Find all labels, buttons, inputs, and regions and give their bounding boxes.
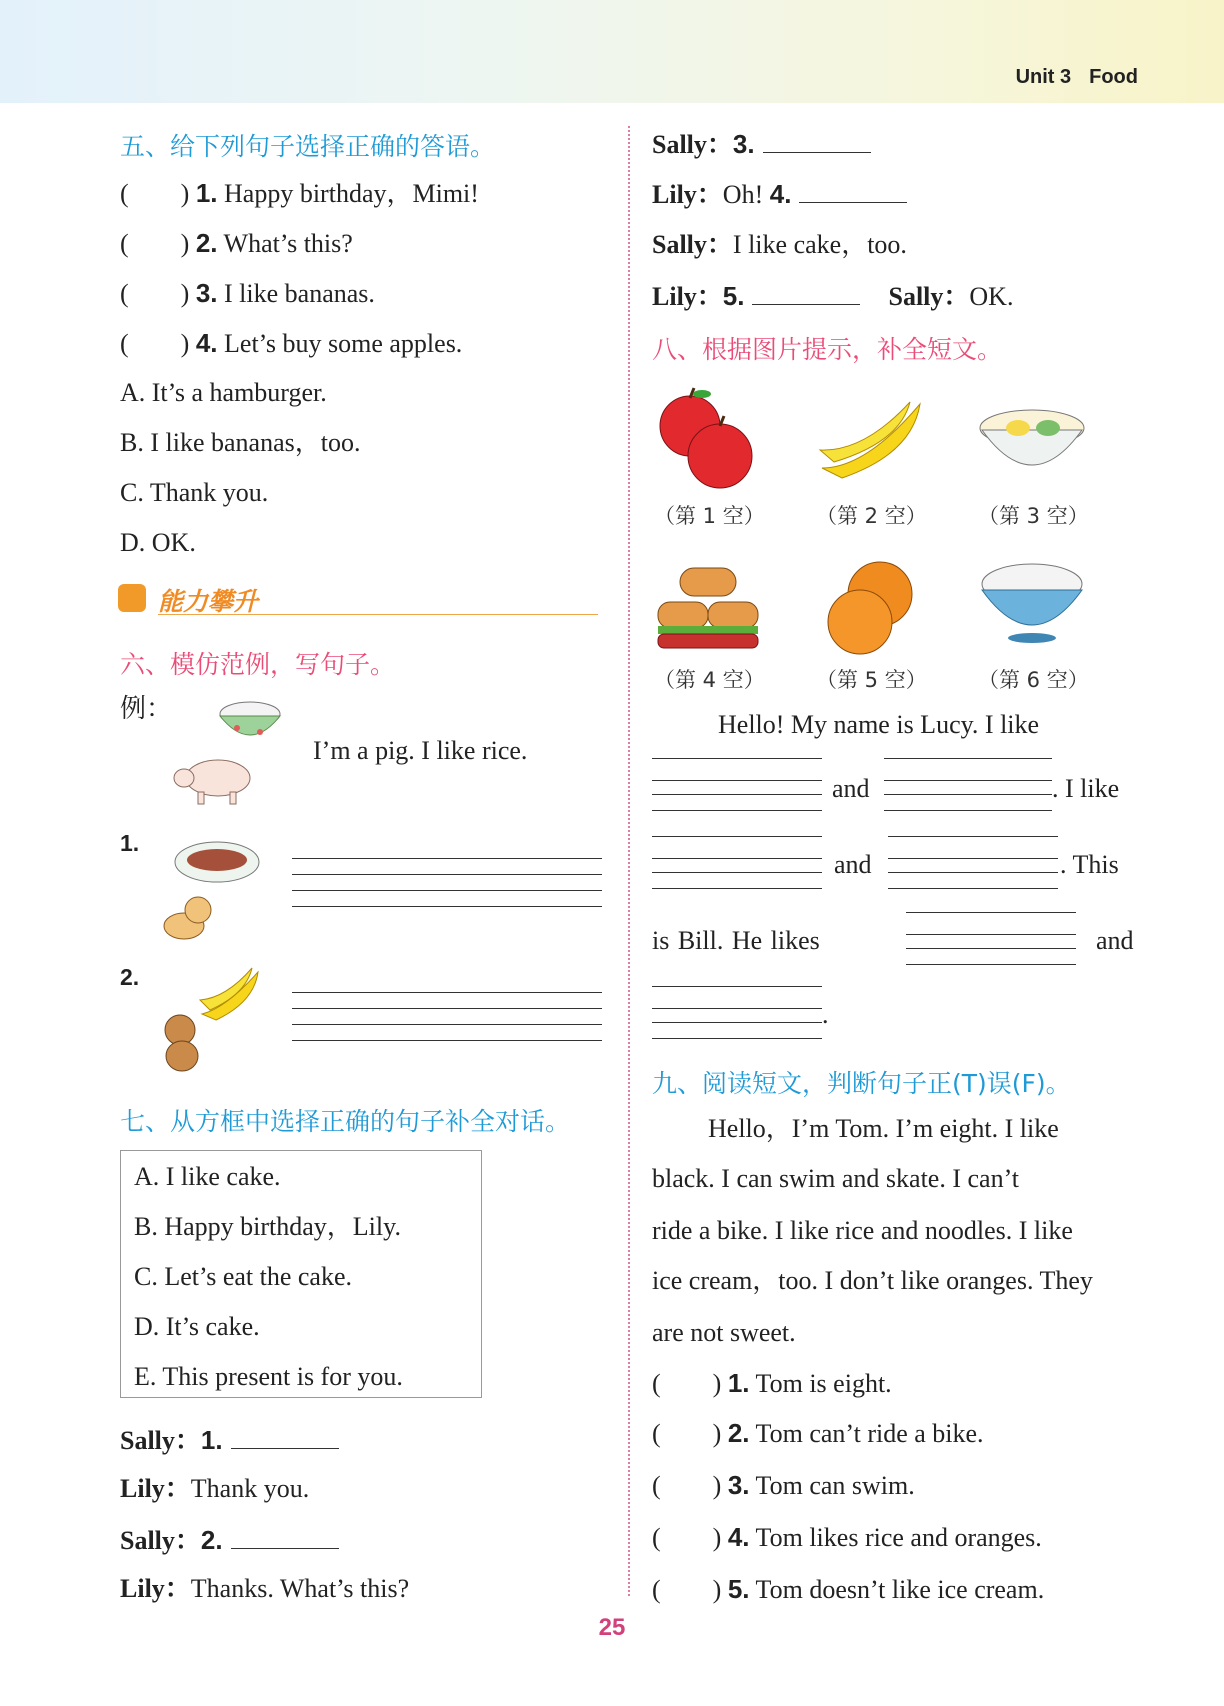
answer-blank-5[interactable] xyxy=(752,282,860,305)
section5-title: 五、给下列句子选择正确的答语。 xyxy=(120,132,496,161)
answer-blank-2[interactable] xyxy=(231,1526,339,1549)
rice-bowl-large-icon xyxy=(976,560,1088,644)
sec5-option-b: B. I like bananas，too. xyxy=(120,428,361,457)
box-option-a: A. I like cake. xyxy=(134,1162,281,1191)
passage8-line1: Hello! My name is Lucy. I like xyxy=(718,710,1040,739)
dialog-line-8: Lily：5. Sally：OK. xyxy=(652,281,1014,311)
answer-blank-1[interactable] xyxy=(231,1426,339,1449)
dialog-line-2: Lily：Thank you. xyxy=(120,1474,310,1503)
passage9-line5: are not sweet. xyxy=(652,1318,796,1347)
sec6-q1-number: 1. xyxy=(120,830,140,856)
fill-blank-6[interactable] xyxy=(652,986,822,1040)
fill-blank-1[interactable] xyxy=(652,758,822,812)
dialog-line-6: Lily：Oh! 4. xyxy=(652,180,907,208)
skill-banner xyxy=(118,578,600,620)
answer-blank-3[interactable] xyxy=(763,130,871,153)
monkey-icon xyxy=(150,1010,220,1076)
sec5-item-1: ( ) 1. Happy birthday，Mimi! xyxy=(120,178,479,208)
passage9-line1: Hello，I’m Tom. I’m eight. I like xyxy=(708,1114,1059,1143)
bananas-icon xyxy=(816,398,924,480)
sec5-option-d: D. OK. xyxy=(120,528,196,557)
box-option-b: B. Happy birthday，Lily. xyxy=(134,1212,401,1241)
i-like-text: . I like xyxy=(1052,774,1120,803)
sec9-item-1: ( ) 1. Tom is eight. xyxy=(652,1368,892,1398)
caption-2: （第 2 空） xyxy=(816,504,927,528)
noodle-bowl-icon xyxy=(976,404,1088,476)
dialog-line-5: Sally：3. xyxy=(652,130,871,158)
passage9-line2: black. I can swim and skate. I can’t xyxy=(652,1164,1019,1193)
fill-blank-5[interactable] xyxy=(906,912,1076,966)
sec9-item-3: ( ) 3. Tom can swim. xyxy=(652,1470,915,1500)
pig-icon xyxy=(168,752,260,808)
dialog-line-4: Lily：Thanks. What’s this? xyxy=(120,1574,410,1603)
sec5-item-2: ( ) 2. What’s this? xyxy=(120,228,353,258)
sec9-item-4: ( ) 4. Tom likes rice and oranges. xyxy=(652,1522,1042,1552)
skill-label: 能力攀升 xyxy=(158,587,259,616)
passage9-line4: ice cream，too. I don’t like oranges. They xyxy=(652,1266,1093,1295)
caption-5: （第 5 空） xyxy=(816,668,927,692)
dialog-line-3: Sally：2. xyxy=(120,1526,339,1554)
box-option-e: E. This present is for you. xyxy=(134,1362,403,1391)
section6-title: 六、模仿范例，写句子。 xyxy=(120,650,396,679)
answer-blank-4[interactable] xyxy=(799,180,907,203)
caption-3: （第 3 空） xyxy=(978,504,1089,528)
sec9-item-5: ( ) 5. Tom doesn’t like ice cream. xyxy=(652,1574,1045,1604)
example-sentence: I’m a pig. I like rice. xyxy=(313,736,528,765)
box-option-c: C. Let’s eat the cake. xyxy=(134,1262,353,1291)
apples-icon xyxy=(654,386,760,494)
caption-4: （第 4 空） xyxy=(654,668,765,692)
sec6-q2-writing-lines[interactable] xyxy=(292,992,602,1048)
page-number: 25 xyxy=(598,1614,626,1641)
sec5-option-a: A. It’s a hamburger. xyxy=(120,378,327,407)
oranges-icon xyxy=(824,556,920,656)
hamburgers-icon xyxy=(654,560,762,652)
final-period: . xyxy=(822,1000,829,1029)
cat-icon xyxy=(150,892,222,946)
column-divider xyxy=(628,126,630,1596)
caption-6: （第 6 空） xyxy=(978,668,1089,692)
box-option-d: D. It’s cake. xyxy=(134,1312,260,1341)
rice-bowl-icon xyxy=(215,692,285,752)
is-bill-text: is Bill. He likes xyxy=(652,926,820,955)
section8-title: 八、根据图片提示，补全短文。 xyxy=(652,335,1003,364)
and-word-3: and xyxy=(1096,926,1134,955)
and-word-1: and xyxy=(832,774,870,803)
and-word-2: and xyxy=(834,850,872,879)
sec6-q2-number: 2. xyxy=(120,964,140,990)
dialog-line-1: Sally：1. xyxy=(120,1426,339,1454)
sec5-item-3: ( ) 3. I like bananas. xyxy=(120,278,375,308)
fill-blank-4[interactable] xyxy=(888,836,1058,890)
unit-header: Unit 3 Food xyxy=(1015,66,1138,88)
runner-icon xyxy=(118,584,146,612)
sec5-option-c: C. Thank you. xyxy=(120,478,269,507)
fish-dish-icon xyxy=(172,836,262,884)
fill-blank-3[interactable] xyxy=(652,836,822,890)
section9-title: 九、阅读短文，判断句子正(T)误(F)。 xyxy=(652,1069,1071,1098)
caption-1: （第 1 空） xyxy=(654,504,765,528)
section7-title: 七、从方框中选择正确的句子补全对话。 xyxy=(120,1107,571,1136)
example-label: 例： xyxy=(120,694,173,723)
sec9-item-2: ( ) 2. Tom can’t ride a bike. xyxy=(652,1418,984,1448)
this-text: . This xyxy=(1060,850,1119,879)
dialog-line-7: Sally：I like cake，too. xyxy=(652,230,907,259)
fill-blank-2[interactable] xyxy=(884,758,1052,812)
passage9-line3: ride a bike. I like rice and noodles. I like xyxy=(652,1216,1073,1245)
skill-underline xyxy=(158,614,598,615)
sec5-item-4: ( ) 4. Let’s buy some apples. xyxy=(120,328,463,358)
sec6-q1-writing-lines[interactable] xyxy=(292,858,602,914)
